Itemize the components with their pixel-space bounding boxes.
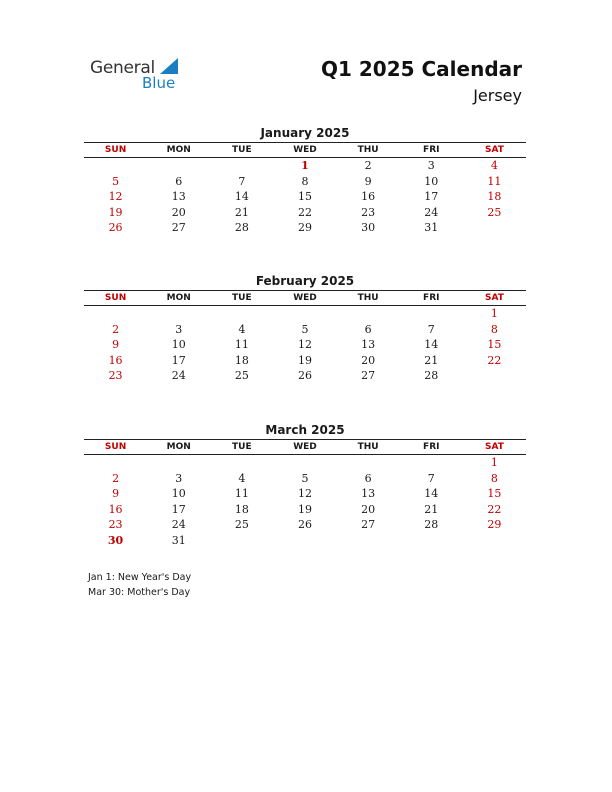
day-cell: 4 <box>238 322 246 336</box>
weekday-label: THU <box>357 293 379 303</box>
day-cell: 3 <box>175 471 183 485</box>
day-cell: 11 <box>234 338 249 351</box>
weekday-label: MON <box>166 293 191 303</box>
day-cell: 14 <box>424 487 439 500</box>
weekday-label: SUN <box>104 145 127 155</box>
day-cell: 19 <box>297 353 312 367</box>
day-cell: 20 <box>361 353 376 367</box>
logo-general-text: General <box>90 58 155 78</box>
day-cell: 28 <box>424 369 439 382</box>
weekday-header <box>84 142 526 158</box>
day-cell: 25 <box>487 205 502 219</box>
weekday-label: TUE <box>232 145 252 155</box>
holiday-notes <box>88 571 191 600</box>
day-cell: 21 <box>424 353 439 367</box>
day-cell: 9 <box>112 338 120 351</box>
day-cell: 19 <box>108 205 123 219</box>
day-cell: 20 <box>171 205 186 219</box>
day-cell: 28 <box>234 221 249 234</box>
empty-day-cell <box>147 306 210 322</box>
day-cell: 13 <box>171 190 186 203</box>
day-cell: 3 <box>427 159 435 172</box>
day-cell: 22 <box>487 353 502 367</box>
weekday-label: SAT <box>484 442 504 452</box>
weekday-label: TUE <box>232 293 252 303</box>
page-subtitle: Jersey <box>473 86 522 105</box>
month-calendar-january <box>84 125 526 236</box>
day-cell: 21 <box>424 502 439 516</box>
day-cell: 25 <box>234 518 249 531</box>
day-cell: 4 <box>490 159 498 172</box>
weekday-label: SUN <box>104 442 127 452</box>
empty-day-cell <box>147 455 210 471</box>
empty-day-cell <box>400 455 463 471</box>
day-cell: 2 <box>112 471 120 485</box>
day-cell: 22 <box>297 205 312 219</box>
day-cell: 27 <box>361 518 376 531</box>
week-row <box>84 189 526 205</box>
empty-day-cell <box>273 306 336 322</box>
week-row <box>84 322 526 338</box>
day-cell: 12 <box>297 338 312 351</box>
week-row <box>84 368 526 384</box>
day-cell: 5 <box>112 174 120 188</box>
day-cell: 26 <box>297 369 312 382</box>
empty-day-cell <box>273 455 336 471</box>
day-cell: 13 <box>361 338 376 351</box>
day-cell: 18 <box>234 353 249 367</box>
day-cell: 5 <box>301 322 309 336</box>
day-cell: 7 <box>238 174 246 188</box>
day-cell: 26 <box>108 221 123 234</box>
weekday-label: WED <box>293 442 317 452</box>
page-title: Q1 2025 Calendar <box>320 57 522 81</box>
week-row <box>84 337 526 353</box>
empty-day-cell <box>400 306 463 322</box>
weekday-label: THU <box>357 145 379 155</box>
empty-day-cell <box>210 533 273 549</box>
empty-day-cell <box>337 306 400 322</box>
week-row <box>84 174 526 190</box>
day-cell: 15 <box>487 338 502 351</box>
day-cell: 17 <box>171 353 186 367</box>
empty-day-cell <box>84 306 147 322</box>
day-cell: 31 <box>171 533 186 547</box>
weekday-label: SAT <box>484 293 504 303</box>
day-cell: 16 <box>361 190 376 203</box>
day-cell: 11 <box>487 174 502 188</box>
month-calendar-march <box>84 422 526 548</box>
week-row <box>84 205 526 221</box>
day-cell: 12 <box>297 487 312 500</box>
day-cell: 2 <box>364 159 372 172</box>
weekday-label: THU <box>357 442 379 452</box>
empty-day-cell <box>84 158 147 174</box>
day-cell: 2 <box>112 322 120 336</box>
day-cell: 27 <box>171 221 186 234</box>
day-cell: 24 <box>171 518 186 531</box>
weekday-label: WED <box>293 293 317 303</box>
empty-day-cell <box>210 158 273 174</box>
weekday-label: FRI <box>423 442 440 452</box>
month-name: February 2025 <box>255 274 355 288</box>
day-cell: 14 <box>234 190 249 203</box>
day-cell: 6 <box>175 174 183 188</box>
day-cell: 29 <box>487 518 502 531</box>
day-cell: 23 <box>108 518 123 531</box>
weekday-label: TUE <box>232 442 252 452</box>
day-cell: 25 <box>234 369 249 382</box>
weekday-label: SAT <box>484 145 504 155</box>
week-row <box>84 502 526 518</box>
day-cell: 7 <box>427 471 435 485</box>
day-cell: 1 <box>490 456 498 469</box>
day-cell: 5 <box>301 471 309 485</box>
month-calendar-february <box>84 273 526 384</box>
day-cell: 8 <box>490 322 498 336</box>
weekday-label: MON <box>166 145 191 155</box>
day-cell: 8 <box>301 174 309 188</box>
empty-day-cell <box>400 533 463 549</box>
day-cell: 29 <box>297 221 312 234</box>
day-cell: 24 <box>171 369 186 382</box>
weekday-label: FRI <box>423 145 440 155</box>
empty-day-cell <box>210 455 273 471</box>
month-name: March 2025 <box>265 423 345 437</box>
weekday-label: SUN <box>104 293 127 303</box>
day-cell: 27 <box>361 369 376 382</box>
month-name: January 2025 <box>260 126 350 140</box>
day-cell: 8 <box>490 471 498 485</box>
weekday-label: WED <box>293 145 317 155</box>
day-cell: 9 <box>364 174 372 188</box>
day-cell: 20 <box>361 502 376 516</box>
empty-day-cell <box>84 455 147 471</box>
day-cell: 18 <box>234 502 249 516</box>
day-cell: 17 <box>424 190 439 203</box>
day-cell: 7 <box>427 322 435 336</box>
week-row <box>84 455 526 471</box>
day-cell: 28 <box>424 518 439 531</box>
holiday-note: Jan 1: New Year's Day <box>88 572 192 583</box>
day-cell: 4 <box>238 471 246 485</box>
week-row <box>84 158 526 174</box>
day-cell: 14 <box>424 338 439 351</box>
week-row <box>84 517 526 533</box>
day-cell: 1 <box>301 159 309 172</box>
day-cell: 16 <box>108 353 123 367</box>
empty-day-cell <box>273 533 336 549</box>
weekday-header <box>84 439 526 455</box>
generalblue-logo <box>90 56 200 96</box>
day-cell: 30 <box>107 533 124 547</box>
weekday-label: FRI <box>423 293 440 303</box>
day-cell: 3 <box>175 322 183 336</box>
empty-day-cell <box>463 368 526 384</box>
day-cell: 6 <box>364 322 372 336</box>
day-cell: 10 <box>171 487 186 500</box>
day-cell: 26 <box>297 518 312 531</box>
empty-day-cell <box>337 455 400 471</box>
day-cell: 15 <box>297 190 312 203</box>
empty-day-cell <box>147 158 210 174</box>
logo-blue-text: Blue <box>142 74 176 92</box>
day-cell: 24 <box>424 205 439 219</box>
week-row <box>84 486 526 502</box>
weekday-label: MON <box>166 442 191 452</box>
weekday-header <box>84 290 526 306</box>
day-cell: 18 <box>487 190 502 203</box>
empty-day-cell <box>463 220 526 236</box>
day-cell: 9 <box>112 487 120 500</box>
day-cell: 21 <box>234 205 249 219</box>
day-cell: 30 <box>361 221 376 234</box>
day-cell: 23 <box>108 369 123 382</box>
day-cell: 13 <box>361 487 376 500</box>
logo-triangle-icon <box>160 58 178 74</box>
day-cell: 23 <box>361 205 376 219</box>
week-row <box>84 220 526 236</box>
day-cell: 12 <box>108 190 123 203</box>
empty-day-cell <box>210 306 273 322</box>
week-row <box>84 471 526 487</box>
week-row <box>84 533 526 549</box>
empty-day-cell <box>463 533 526 549</box>
day-cell: 15 <box>487 487 502 500</box>
day-cell: 1 <box>490 307 498 320</box>
day-cell: 19 <box>297 502 312 516</box>
holiday-note: Mar 30: Mother's Day <box>88 586 191 598</box>
day-cell: 31 <box>424 221 439 234</box>
day-cell: 22 <box>487 502 502 516</box>
day-cell: 10 <box>424 174 439 188</box>
empty-day-cell <box>337 533 400 549</box>
day-cell: 10 <box>171 338 186 351</box>
day-cell: 6 <box>364 471 372 485</box>
day-cell: 11 <box>234 487 249 500</box>
week-row <box>84 353 526 369</box>
day-cell: 16 <box>108 502 123 516</box>
week-row <box>84 306 526 322</box>
day-cell: 17 <box>171 502 186 516</box>
